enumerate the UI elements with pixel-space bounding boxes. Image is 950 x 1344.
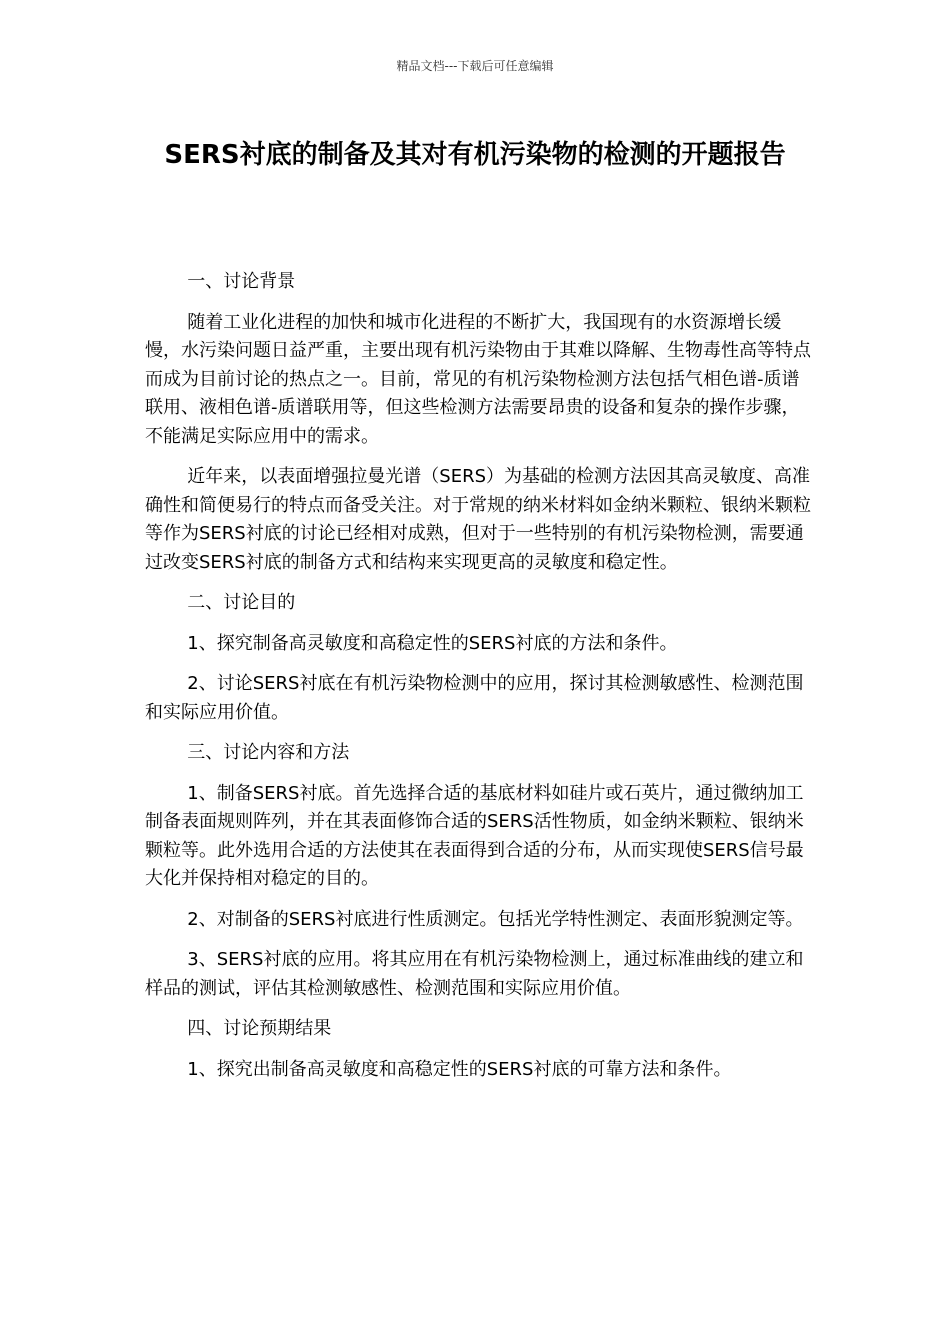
paragraph-methods-1: 1、制备SERS衬底。首先选择合适的基底材料如硅片或石英片，通过微纳加工制备表面规则阵列，并在其表面修饰合适的SERS活性物质，如金纳米颗粒、银纳米颗粒等。此外选用合适的方法使其在表面得到合适的分布，从而实现使SERS信号最大化并保持相对稳定的目的。: [145, 782, 804, 889]
document-title: SERS衬底的制备及其对有机污染物的检测的开题报告: [164, 140, 786, 170]
page-watermark: 精品文档---下载后可任意编辑: [396, 59, 554, 73]
section-heading-background: 一、讨论背景: [187, 271, 296, 292]
paragraph-purpose-1: 1、探究制备高灵敏度和高稳定性的SERS衬底的方法和条件。: [187, 632, 678, 654]
paragraph-methods-3: 3、SERS衬底的应用。将其应用在有机污染物检测上，通过标准曲线的建立和样品的测试，评估其检测敏感性、检测范围和实际应用价值。: [145, 949, 804, 999]
paragraph-purpose-2: 2、讨论SERS衬底在有机污染物检测中的应用，探讨其检测敏感性、检测范围和实际应用价值。: [145, 673, 804, 723]
paragraph-background-1: 随着工业化进程的加快和城市化进程的不断扩大，我国现有的水资源增长缓慢，水污染问题日益严重，主要出现有机污染物由于其难以降解、生物毒性高等特点而成为目前讨论的热点之一。目前，常见的有机污染物检测方法包括气相色谱-质谱联用、液相色谱-质谱联用等，但这些检测方法需要昂贵的设备和复杂的操作步骤，不能满足实际应用中的需求。: [145, 311, 811, 447]
paragraph-background-2: 近年来，以表面增强拉曼光谱（SERS）为基础的检测方法因其高灵敏度、高准确性和简便易行的特点而备受关注。对于常规的纳米材料如金纳米颗粒、银纳米颗粒等作为SERS衬底的讨论已经相对成熟，但对于一些特别的有机污染物检测，需要通过改变SERS衬底的制备方式和结构来实现更高的灵敏度和稳定性。: [145, 466, 811, 573]
paragraph-methods-2: 2、对制备的SERS衬底进行性质测定。包括光学特性测定、表面形貌测定等。: [187, 908, 804, 930]
document-body: [145, 268, 815, 1096]
paragraph-results-1: 1、探究出制备高灵敏度和高稳定性的SERS衬底的可靠方法和条件。: [187, 1058, 732, 1080]
section-heading-results: 四、讨论预期结果: [187, 1018, 332, 1039]
section-heading-methods: 三、讨论内容和方法: [187, 742, 350, 763]
section-heading-purpose: 二、讨论目的: [187, 592, 296, 613]
